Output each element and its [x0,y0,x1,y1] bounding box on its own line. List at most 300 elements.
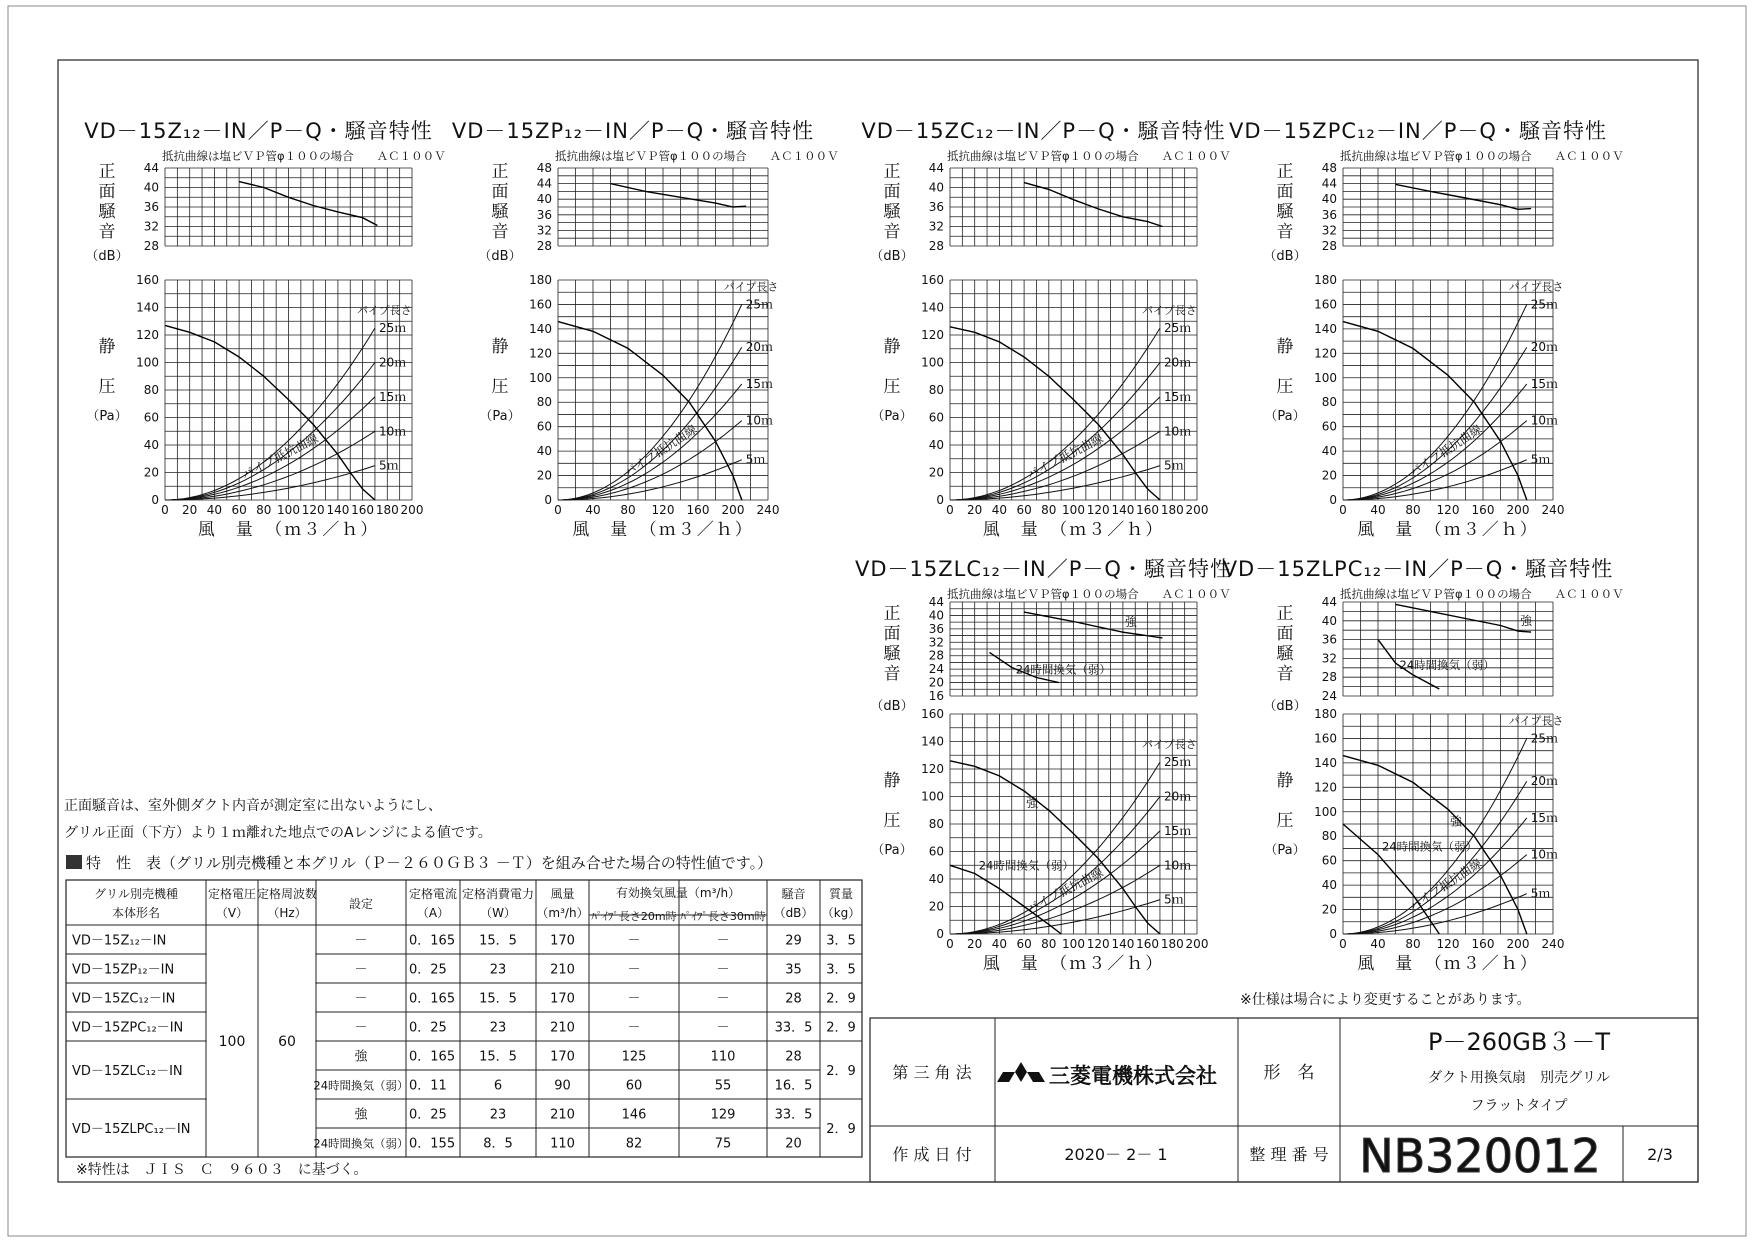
noise-axis-label-char: 面 [491,182,509,202]
pq-axis-label-char: 静 [1276,771,1294,791]
noise-axis-label-char: 正 [883,162,901,182]
x-tick-label: 120 [301,503,325,517]
x-tick-label: 80 [256,503,272,517]
x-tick-label: 100 [1062,503,1085,517]
pq-axis-label-char: 圧 [883,811,901,831]
model-name-label: 形 名 [1263,1063,1315,1083]
noise-axis-label-char: 音 [883,664,901,684]
pq-tick-label: 160 [529,297,552,312]
chart-title: VD－15Z₁₂－IN／P－Q・騒音特性 [84,119,433,143]
noise-axis-label-char: 音 [1276,222,1294,242]
pq-tick-label: 0 [151,493,159,507]
table-cell-current: 0．25 [409,1020,447,1036]
pipe-curve-label: パイプ抵抗曲線 [1024,865,1106,916]
noise-axis-label-char: 正 [491,162,509,182]
table-cell-current: 0．11 [409,1078,447,1094]
noise-tick-label: 36 [143,200,159,214]
pq-tick-label: 160 [1314,297,1337,312]
table-cell-eff20: － [627,962,641,978]
noise-axis-label-char: 音 [1276,664,1294,684]
pq-tick-label: 0 [1329,927,1337,941]
table-cell-mass: 2．9 [826,1020,856,1036]
x-axis-label: 風 量 （ｍ３／ｈ） [982,954,1165,974]
x-tick-label: 80 [1041,503,1057,517]
pipe-length-label: 20ｍ [1530,340,1559,355]
x-tick-label: 0 [161,503,169,517]
pq-axis-label-char: 静 [1276,337,1294,357]
table-header-text: （kg） [821,906,861,920]
chart-2 [452,119,839,540]
table-cell-flow: 210 [550,1020,575,1036]
pq-tick-label: 60 [143,410,159,425]
pq-tick-label: 40 [143,438,159,452]
x-axis-label: 風 量 （ｍ３／ｈ） [1357,954,1539,974]
table-row [72,1108,856,1138]
x-tick-label: 80 [1041,937,1057,951]
table-header-text: （V） [215,906,249,920]
table-cell-setting: － [354,962,368,978]
series-label-weak: 24時間換気（弱） [1382,839,1478,854]
pipe-length-header: パイプ長さ [1508,280,1564,294]
footnote: ※特性は ＪＩＳ Ｃ ９６０３ に基づく。 [76,1162,368,1178]
table-cell-noise: 35 [785,962,802,978]
table-cell-power: 15．5 [479,933,517,949]
x-tick-label: 20 [967,503,983,517]
pq-axis-label-char: 静 [883,337,901,357]
x-tick-label: 180 [375,503,399,517]
x-tick-label: 40 [1370,937,1386,951]
noise-tick-label: 24 [1321,689,1337,703]
noise-unit: （dB） [870,249,914,264]
pipe-length-header: パイプ長さ [356,304,412,318]
table-cell-flow: 90 [554,1078,571,1094]
pipe-length-label: 10ｍ [378,424,407,439]
pq-axis-label-char: 圧 [883,377,901,397]
noise-tick-label: 32 [536,223,552,238]
table-cell-setting: － [354,933,368,949]
chart-subtitle: 抵抗曲線は塩ビＶＰ管φ１００の場合 ＡＣ１００Ｖ [555,149,839,163]
x-tick-label: 180 [1160,503,1184,517]
pq-axis-label-char: 圧 [1276,377,1294,397]
model-desc-1: ダクト用換気扇 別売グリル [1428,1070,1610,1086]
pq-unit: （Pa） [1264,843,1306,858]
pipe-length-label: 15ｍ [745,376,774,391]
pq-tick-label: 120 [1314,346,1337,361]
note-line-2: グリル正面（下方）より１ｍ離れた地点でのAレンジによる値です。 [64,825,492,841]
table-cell-current: 0．165 [409,933,456,949]
noise-tick-label: 40 [1321,613,1337,628]
pipe-length-label: 20ｍ [745,340,774,355]
table-header-text: 定格消費電力 [461,887,535,901]
pipe-length-label: 5ｍ [378,458,399,473]
pipe-curve [950,397,1160,500]
pipe-curve-label: パイプ抵抗曲線 [1406,856,1485,914]
pq-tick-label: 80 [1321,829,1337,844]
noise-axis-label-char: 正 [883,604,901,624]
pq-tick-label: 100 [921,355,944,370]
pipe-curve-label: パイプ抵抗曲線 [1406,422,1485,480]
noise-tick-label: 36 [1321,207,1337,222]
table-cell-eff20: 146 [621,1107,647,1123]
noise-axis-label-char: 正 [1276,604,1294,624]
pq-tick-label: 20 [536,468,552,483]
noise-tick-label: 28 [143,239,159,253]
table-cell-power: 23 [489,962,507,978]
table-header-text: 定格電圧 [207,887,257,901]
table-cell-model: VD－15Z₁₂－IN [72,933,167,949]
x-tick-label: 140 [326,503,350,517]
pipe-curve [165,397,375,500]
pipe-length-label: 25ｍ [1530,731,1559,746]
table-header-text: 定格電流 [408,887,458,901]
pq-tick-label: 160 [921,273,944,287]
x-tick-label: 160 [686,503,710,517]
table-cell-eff30: 129 [710,1107,736,1123]
company-name: 三菱電機株式会社 [1049,1064,1217,1088]
table-header-text: 定格周波数 [256,887,318,901]
noise-axis-label-char: 面 [1276,624,1294,644]
pipe-length-label: 10ｍ [745,413,774,428]
x-tick-label: 160 [1471,503,1495,517]
noise-series-line [1396,604,1532,632]
pq-tick-label: 60 [928,844,944,859]
x-tick-label: 80 [1405,503,1421,517]
pipe-curve-label: パイプ抵抗曲線 [239,431,321,482]
series-label-weak: 24時間換気（弱） [978,858,1074,873]
table-cell-setting: 24時間換気（弱） [313,1078,409,1093]
table-cell-noise: 29 [785,933,802,949]
pipe-length-label: 20ｍ [1163,355,1192,370]
note-line-1: 正面騒音は、室外側ダクト内音が測定室に出ないようにし、 [64,798,442,814]
pq-tick-label: 60 [928,410,944,425]
table-header-text: 風量 [550,887,575,901]
pq-axis-label-char: 圧 [98,377,116,397]
pq-tick-label: 0 [1329,493,1337,507]
series-label-strong: 強 [1124,615,1137,630]
table-header-text: 設定 [348,897,374,911]
pq-tick-label: 140 [136,300,159,315]
pq-tick-label: 80 [928,383,944,397]
x-tick-label: 120 [1086,937,1110,951]
x-tick-label: 40 [991,937,1008,951]
table-row [313,1079,812,1094]
table-cell-power: 15．5 [479,991,517,1007]
date-label: 作 成 日 付 [892,1145,972,1164]
pq-tick-label: 140 [529,321,552,336]
noise-tick-label: 36 [928,200,944,214]
table-cell-flow: 170 [550,991,575,1007]
x-tick-label: 200 [400,503,424,517]
noise-series-line [1396,184,1532,209]
table-cell-eff30: 110 [710,1049,736,1065]
table-header-text: （Hz） [267,906,307,920]
noise-axis-label-char: 騒 [883,202,901,222]
chart-title: VD－15ZLC₁₂－IN／P－Q・騒音特性 [855,557,1232,581]
x-tick-label: 240 [1541,937,1565,951]
pipe-length-label: 15ｍ [1163,389,1192,404]
pipe-length-label: 5ｍ [745,452,766,467]
mitsubishi-logo-icon [997,1062,1045,1082]
pq-tick-label: 60 [1321,853,1337,868]
table-cell-eff30: 55 [714,1078,732,1094]
x-tick-label: 40 [206,503,223,517]
x-tick-label: 240 [1541,503,1565,517]
table-cell-eff30: － [716,962,730,978]
x-tick-label: 120 [1436,937,1460,951]
pq-tick-label: 20 [1321,902,1337,917]
x-tick-label: 0 [554,503,562,517]
table-voltage: 100 [218,1034,246,1050]
pq-tick-label: 140 [1314,321,1337,336]
pq-tick-label: 100 [1314,804,1337,819]
noise-axis-label-char: 音 [883,222,901,242]
noise-unit: （dB） [85,249,129,264]
pq-tick-label: 80 [536,395,552,410]
x-tick-label: 80 [620,503,636,517]
pq-series-line [1343,322,1527,500]
noise-axis-label-char: 面 [883,624,901,644]
noise-tick-label: 40 [928,608,944,623]
x-tick-label: 200 [721,503,745,517]
pipe-length-label: 20ｍ [1163,789,1192,804]
pipe-length-label: 5ｍ [1530,452,1551,467]
noise-tick-label: 40 [1321,192,1337,207]
chart-6 [1223,557,1624,974]
pq-tick-label: 140 [1314,755,1337,770]
x-tick-label: 60 [231,503,247,517]
noise-axis-label-char: 騒 [1276,644,1294,664]
noise-axis-label-char: 正 [98,162,116,182]
table-cell-eff30: － [716,991,730,1007]
pq-tick-label: 0 [544,493,552,507]
table-cell-model: VD－15ZPC₁₂－IN [72,1020,184,1036]
noise-tick-label: 40 [928,180,944,195]
pq-tick-label: 20 [143,465,159,480]
table-cell-noise: 28 [785,1049,802,1065]
table-cell-current: 0．25 [409,962,447,978]
noise-tick-label: 28 [928,239,944,253]
noise-axis-label-char: 騒 [883,644,901,664]
table-cell-setting: 24時間換気（弱） [313,1136,409,1151]
table-row [72,1050,856,1080]
table-frequency: 60 [278,1034,296,1050]
pq-tick-label: 80 [1321,395,1337,410]
noise-tick-label: 36 [536,207,552,222]
chart-subtitle: 抵抗曲線は塩ビＶＰ管φ１００の場合 ＡＣ１００Ｖ [947,587,1231,601]
table-subheader-text: ﾊﾟｲﾌﾟ長さ20m時 [591,910,677,923]
creation-date: 2020－ 2－ 1 [1064,1145,1168,1164]
table-cell-noise: 16．5 [774,1078,813,1094]
pq-tick-label: 120 [1314,780,1337,795]
table-cell-flow: 210 [550,1107,575,1123]
noise-tick-label: 36 [1321,632,1337,647]
table-cell-flow: 210 [550,962,575,978]
noise-tick-label: 32 [928,219,944,234]
noise-axis-label-char: 面 [883,182,901,202]
x-tick-label: 20 [967,937,983,951]
table-cell-eff30: － [716,933,730,949]
table-cell-model: VD－15ZC₁₂－IN [72,991,176,1007]
sheet-number: 2/3 [1647,1145,1673,1164]
series-label-weak: 24時間換気（弱） [1399,658,1495,673]
pq-unit: （Pa） [86,409,128,424]
noise-axis-label-char: 騒 [491,202,509,222]
model-desc-2: フラットタイプ [1470,1098,1568,1114]
noise-axis-label-char: 音 [98,222,116,242]
table-row [72,1021,856,1036]
pq-tick-label: 40 [1321,878,1337,893]
noise-series-line [1024,183,1162,227]
x-axis-label: 風 量 （ｍ３／ｈ） [1357,520,1539,540]
pipe-length-label: 25ｍ [1163,755,1192,770]
pq-unit: （Pa） [1264,409,1306,424]
table-row [72,992,856,1007]
table-header-text: （W） [480,906,516,920]
noise-tick-label: 32 [1321,651,1337,666]
table-cell-noise: 33．5 [774,1107,813,1123]
title-block [870,1018,1698,1183]
pipe-length-label: 10ｍ [1530,847,1559,862]
table-cell-power: 23 [489,1107,507,1123]
pq-tick-label: 20 [928,465,944,480]
table-cell-eff30: － [716,1020,730,1036]
table-cell-eff20: － [627,933,641,949]
table-cell-current: 0．25 [409,1107,447,1123]
x-tick-label: 200 [1185,503,1209,517]
table-header-text: グリル別売機種 [93,887,179,901]
x-tick-label: 0 [946,937,954,951]
table-header-text: （dB） [773,906,814,920]
table-header-text: （m³/h） [536,906,589,920]
noise-unit: （dB） [478,249,522,264]
table-cell-current: 0．165 [409,1049,456,1065]
table-cell-setting: 強 [354,1049,368,1065]
x-tick-label: 40 [991,503,1008,517]
noise-tick-label: 36 [928,621,944,636]
noise-tick-label: 44 [928,595,944,609]
pq-tick-label: 120 [921,328,944,342]
pipe-length-label: 25ｍ [745,297,774,312]
pipe-curve-label: パイプ抵抗曲線 [621,422,700,480]
series-label-weak: 24時間換気（弱） [1015,662,1111,677]
x-tick-label: 120 [651,503,675,517]
table-cell-setting: 強 [354,1107,368,1123]
pq-tick-label: 140 [921,734,944,749]
table-cell-model: VD－15ZP₁₂－IN [72,962,175,978]
table-cell-current: 0．165 [409,991,456,1007]
noise-tick-label: 28 [536,239,552,253]
pq-tick-label: 60 [536,419,552,434]
noise-tick-label: 32 [1321,223,1337,238]
table-header-text: 騒音 [781,887,806,901]
pipe-length-label: 15ｍ [1163,823,1192,838]
chart-title: VD－15ZP₁₂－IN／P－Q・騒音特性 [451,119,815,143]
chart-title: VD－15ZPC₁₂－IN／P－Q・騒音特性 [1229,119,1607,143]
x-tick-label: 0 [946,503,954,517]
noise-tick-label: 28 [1321,239,1337,253]
table-header-text: 有効換気風量（m³/h） [615,886,741,900]
pipe-length-label: 15ｍ [378,389,407,404]
table-cell-eff20: 125 [621,1049,647,1065]
table-title: 特 性 表（グリル別売機種と本グリル（Ｐ－２６０ＧＢ３ －Ｔ）を組み合せた場合の特性値です。） [86,854,773,872]
pipe-length-header: パイプ長さ [723,280,779,294]
table-cell-eff20: 82 [625,1136,643,1152]
x-axis-label: 風 量 （ｍ３／ｈ） [982,520,1165,540]
chart-1 [84,119,445,540]
chart-subtitle: 抵抗曲線は塩ビＶＰ管φ１００の場合 ＡＣ１００Ｖ [1340,587,1624,601]
noise-axis-label-char: 正 [1276,162,1294,182]
table-row [313,1137,801,1152]
table-subheader-text: ﾊﾟｲﾌﾟ長さ30m時 [680,910,766,923]
pq-tick-label: 0 [936,927,944,941]
x-tick-label: 140 [1111,937,1135,951]
pq-tick-label: 160 [921,707,944,721]
noise-tick-label: 16 [928,689,944,703]
pipe-curve [950,831,1160,934]
noise-tick-label: 32 [143,219,159,234]
table-header-text: （A） [416,906,450,920]
chart-4 [1229,119,1624,540]
noise-series-line [1024,612,1162,638]
pq-tick-label: 40 [928,438,944,452]
charts-area [84,119,1623,974]
pq-tick-label: 100 [529,370,552,385]
table-row [72,963,856,978]
table-cell-noise: 33．5 [774,1020,813,1036]
x-tick-label: 100 [277,503,300,517]
chart-subtitle: 抵抗曲線は塩ビＶＰ管φ１００の場合 ＡＣ１００Ｖ [162,149,446,163]
noise-unit: （dB） [1263,249,1307,264]
pipe-length-label: 20ｍ [1530,774,1559,789]
pq-tick-label: 20 [928,899,944,914]
projection-label: 第 三 角 法 [892,1063,972,1082]
x-tick-label: 200 [1506,937,1530,951]
spec-change-note: ※仕様は場合により変更することがあります。 [1240,992,1531,1008]
noise-tick-label: 24 [928,662,944,677]
noise-tick-label: 48 [1321,161,1337,175]
x-tick-label: 120 [1086,503,1110,517]
noise-tick-label: 40 [536,192,552,207]
x-tick-label: 160 [1136,937,1160,951]
noise-tick-label: 40 [143,180,159,195]
pq-tick-label: 120 [921,762,944,776]
pipe-length-label: 10ｍ [1163,858,1192,873]
table-cell-power: 8．5 [483,1136,513,1152]
noise-tick-label: 28 [928,648,944,663]
x-tick-label: 0 [1339,503,1347,517]
noise-axis-label-char: 音 [491,222,509,242]
series-label-strong: 強 [1450,814,1463,829]
noise-axis-label-char: 騒 [98,202,116,222]
pipe-length-header: パイプ長さ [1508,714,1564,728]
pipe-curve [1343,781,1527,934]
pq-tick-label: 100 [1314,370,1337,385]
series-label-strong: 強 [1026,796,1039,810]
table-cell-mass: 2．9 [826,1122,856,1137]
pipe-length-label: 10ｍ [1163,424,1192,439]
x-axis-label: 風 量 （ｍ３／ｈ） [197,520,380,540]
document-number: NB320012 [1359,1129,1601,1183]
pipe-length-label: 20ｍ [378,355,407,370]
pq-tick-label: 80 [928,817,944,831]
noise-unit: （dB） [870,699,914,714]
table-cell-current: 0．155 [409,1136,456,1152]
table-header-text: 本体形名 [111,906,161,920]
x-tick-label: 160 [351,503,375,517]
number-label: 整 理 番 号 [1249,1145,1329,1164]
pq-tick-label: 0 [936,493,944,507]
table-cell-power: 6 [493,1078,503,1094]
